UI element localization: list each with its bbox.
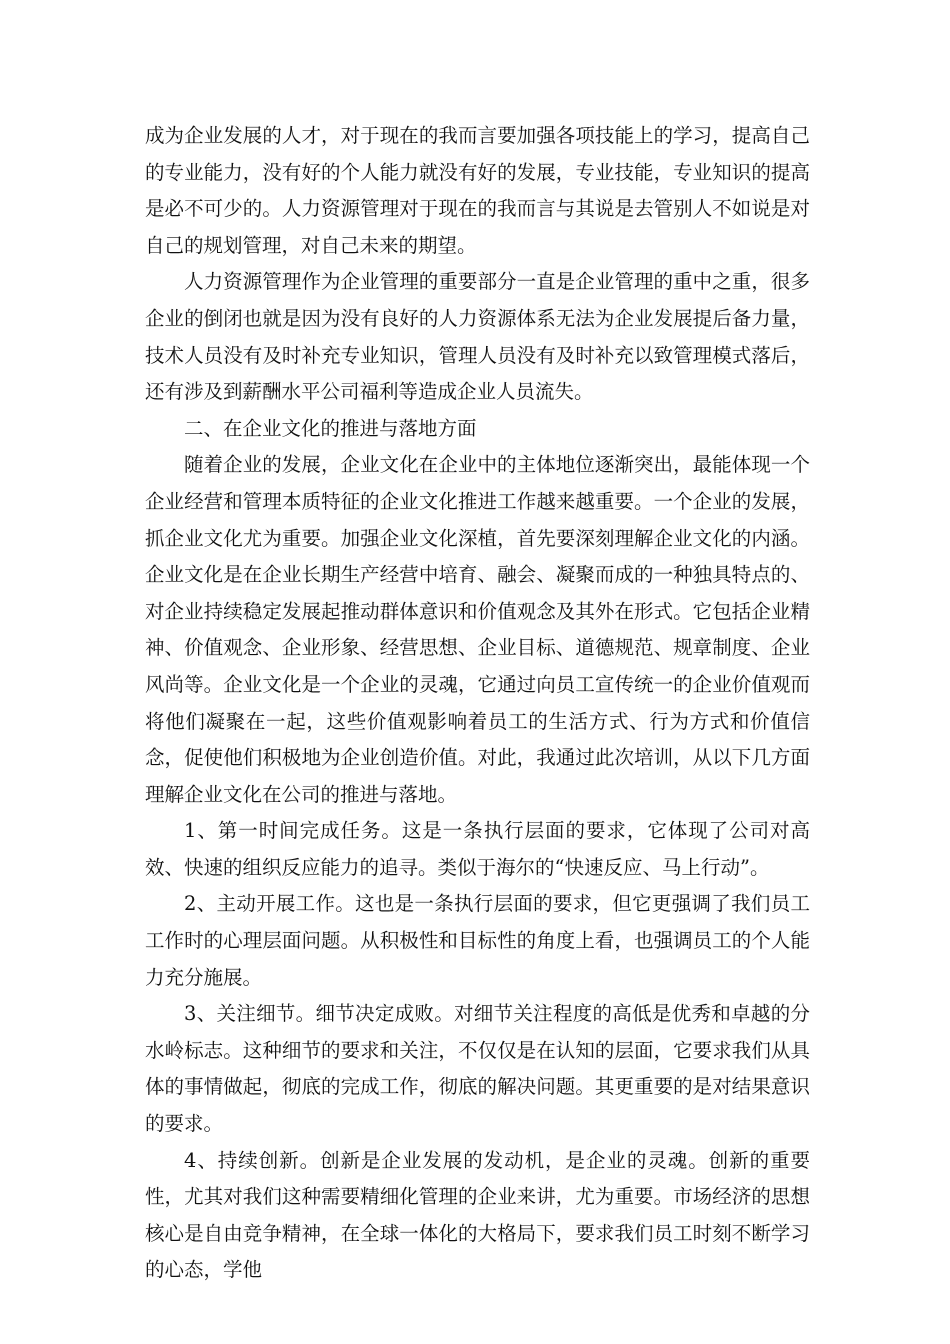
- document-page: [145, 118, 810, 1289]
- section-heading-culture: 二、在企业文化的推进与落地方面: [184, 416, 477, 440]
- list-item-1: 1、第一时间完成任务。这是一条执行层面的要求，它体现了公司对高效、快速的组织反应能力的追寻。类似于海尔的“快速反应、马上行动”。: [145, 819, 810, 879]
- list-item-4: 4、持续创新。创新是企业发展的发动机，是企业的灵魂。创新的重要性，尤其对我们这种需要精细化管理的企业来讲，尤为重要。市场经济的思想核心是自由竞争精神，在全球一体化的大格局下，要求我们员工时刻不断学习的心态，学他: [145, 1148, 810, 1282]
- list-item-2: 2、主动开展工作。这也是一条执行层面的要求，但它更强调了我们员工工作时的心理层面问题。从积极性和目标性的角度上看，也强调员工的个人能力充分施展。: [145, 892, 810, 989]
- paragraph-hr-management: 人力资源管理作为企业管理的重要部分一直是企业管理的重中之重，很多企业的倒闭也就是因为没有良好的人力资源体系无法为企业发展提后备力量，技术人员没有及时补充专业知识，管理人员没有及时补充以致管理模式落后，还有涉及到薪酬水平公司福利等造成企业人员流失。: [145, 270, 810, 404]
- list-item-3: 3、关注细节。细节决定成败。对细节关注程度的高低是优秀和卓越的分水岭标志。这种细节的要求和关注，不仅仅是在认知的层面，它要求我们从具体的事情做起，彻底的完成工作，彻底的解决问题。其更重要的是对结果意识的要求。: [145, 1002, 810, 1136]
- paragraph-culture-intro: 随着企业的发展，企业文化在企业中的主体地位逐渐突出，最能体现一个企业经营和管理本质特征的企业文化推进工作越来越重要。一个企业的发展，抓企业文化尤为重要。加强企业文化深植，首先要深刻理解企业文化的内涵。企业文化是在企业长期生产经营中培育、融会、凝聚而成的一种独具特点的、对企业持续稳定发展起推动群体意识和价值观念及其外在形式。它包括企业精神、价值观念、企业形象、经营思想、企业目标、道德规范、规章制度、企业风尚等。企业文化是一个企业的灵魂，它通过向员工宣传统一的企业价值观而将他们凝聚在一起，这些价值观影响着员工的生活方式、行为方式和价值信念，促使他们积极地为企业创造价值。对此，我通过此次培训，从以下几方面理解企业文化在公司的推进与落地。: [145, 453, 810, 806]
- paragraph-continuation: 成为企业发展的人才，对于现在的我而言要加强各项技能上的学习，提高自己的专业能力，没有好的个人能力就没有好的发展，专业技能，专业知识的提高是必不可少的。人力资源管理对于现在的我而言与其说是去管别人不如说是对自己的规划管理，对自己未来的期望。: [145, 124, 810, 257]
